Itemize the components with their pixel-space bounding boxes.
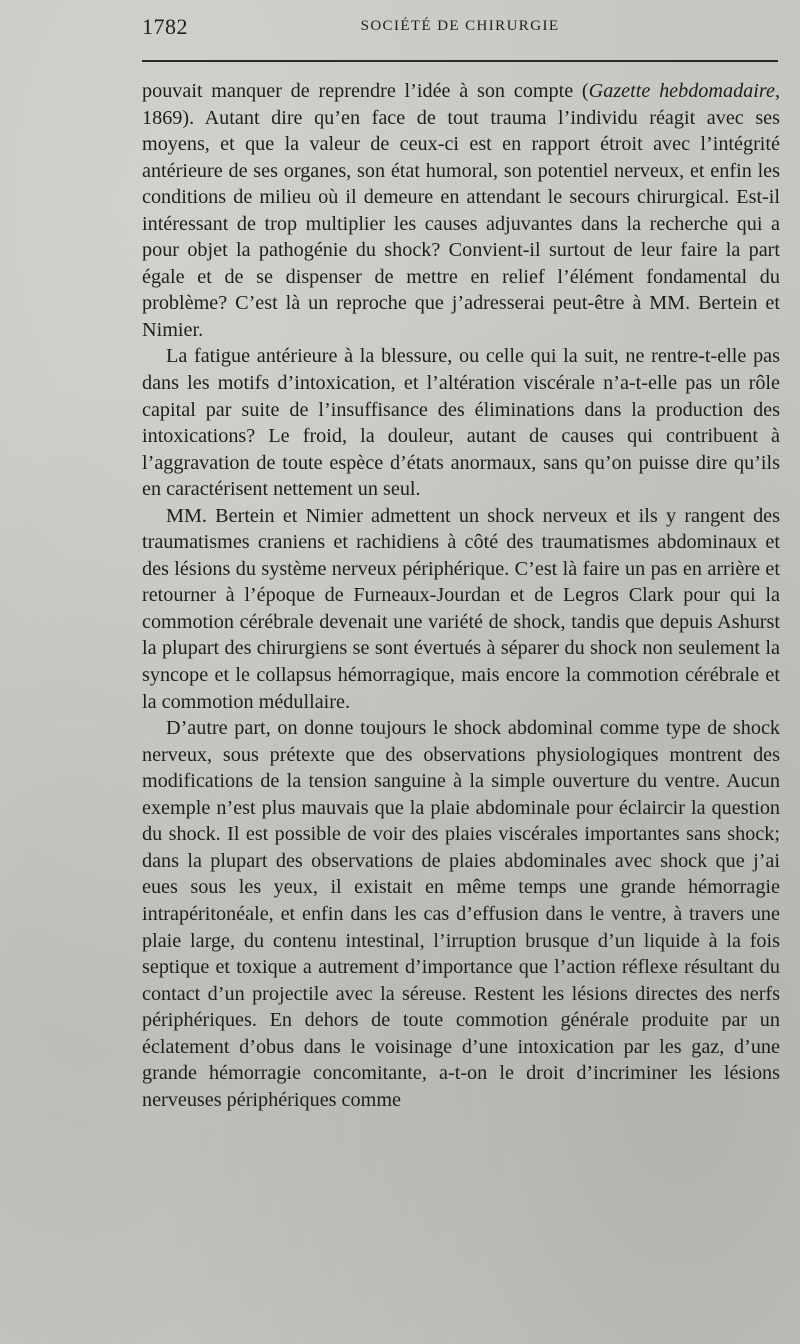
- page-header: [142, 14, 778, 48]
- header-rule: [142, 60, 778, 62]
- body-text: [142, 78, 780, 1113]
- paragraph-1-start: pouvait manquer de reprendre l’idée à son compte (: [142, 80, 589, 102]
- paragraph-3: MM. Bertein et Nimier admettent un shock nerveux et ils y rangent des traumatismes craniens et rachidiens à côté des traumatismes abdominaux et des lésions du système nerveux périphérique. C’est là faire un pas en arrière et retourner à l’époque de Furneaux-Jourdan et de Legros Clark pour qui la commotion cérébrale devenait une variété de shock, tandis que depuis Ashurst la plupart des chirurgiens se sont évertués à séparer du shock non seulement la syncope et le collapsus hémorragique, mais encore la commotion cérébrale et la commotion médullaire.: [142, 504, 780, 713]
- paragraph-4: D’autre part, on donne toujours le shock abdominal comme type de shock nerveux, sous prétexte que des observations physiologiques montrent des modifications de la tension sanguine à la simple ouverture du ventre. Aucun exemple n’est plus mauvais que la plaie abdominale pour éclaircir la question du shock. Il est possible de voir des plaies viscérales importantes sans shock; dans la plupart des observations de plaies abdominales avec shock que j’ai eues sous les yeux, il existait en même temps une grande hémorragie intrapéritonéale, et enfin dans les cas d’effusion dans le ventre, à travers une plaie large, du contenu intestinal, l’irruption brusque d’un liquide à la fois septique et toxique a autrement d’importance que l’action réflexe résultant du contact d’un projectile avec la séreuse. Restent les lésions directes des nerfs périphériques. En dehors de toute commotion générale produite par un éclatement d’obus dans le voisinage d’une intoxication par les gaz, d’une grande hémorragie concomitante, a-t-on le droit d’incriminer les lésions nerveuses périphériques comme: [142, 717, 780, 1111]
- page-number: 1782: [142, 14, 188, 39]
- paragraph-1: [142, 78, 780, 343]
- journal-title: Gazette hebdomadaire: [588, 80, 775, 102]
- paragraph-1-rest: , 1869). Autant dire qu’en face de tout trauma l’individu réagit avec ses moyens, et que la valeur de ceux-ci est en rapport étroit avec l’intégrité antérieure de ses organes, son état humoral, son potentiel nerveux, et enfin les conditions de milieu où il demeure en attendant le secours chirurgical. Est-il intéressant de trop multiplier les causes adjuvantes dans la recherche qui a pour objet la pathogénie du shock? Convient-il surtout de leur faire la part égale et de se dispenser de mettre en relief l’élément fondamental du problème? C’est là un reproche que j’adresserai peut-être à MM. Bertein et Nimier.: [142, 80, 780, 341]
- running-head: SOCIÉTÉ DE CHIRURGIE: [360, 18, 560, 34]
- paragraph-2: La fatigue antérieure à la blessure, ou celle qui la suit, ne rentre-t-elle pas dans les motifs d’intoxication, et l’altération viscérale n’a-t-elle pas un rôle capital par suite de l’insuffisance des éliminations dans la production des intoxications? Le froid, la douleur, autant de causes qui contribuent à l’aggravation de toute espèce d’états anormaux, sans qu’on puisse dire qu’ils en caractérisent nettement un seul.: [142, 345, 780, 501]
